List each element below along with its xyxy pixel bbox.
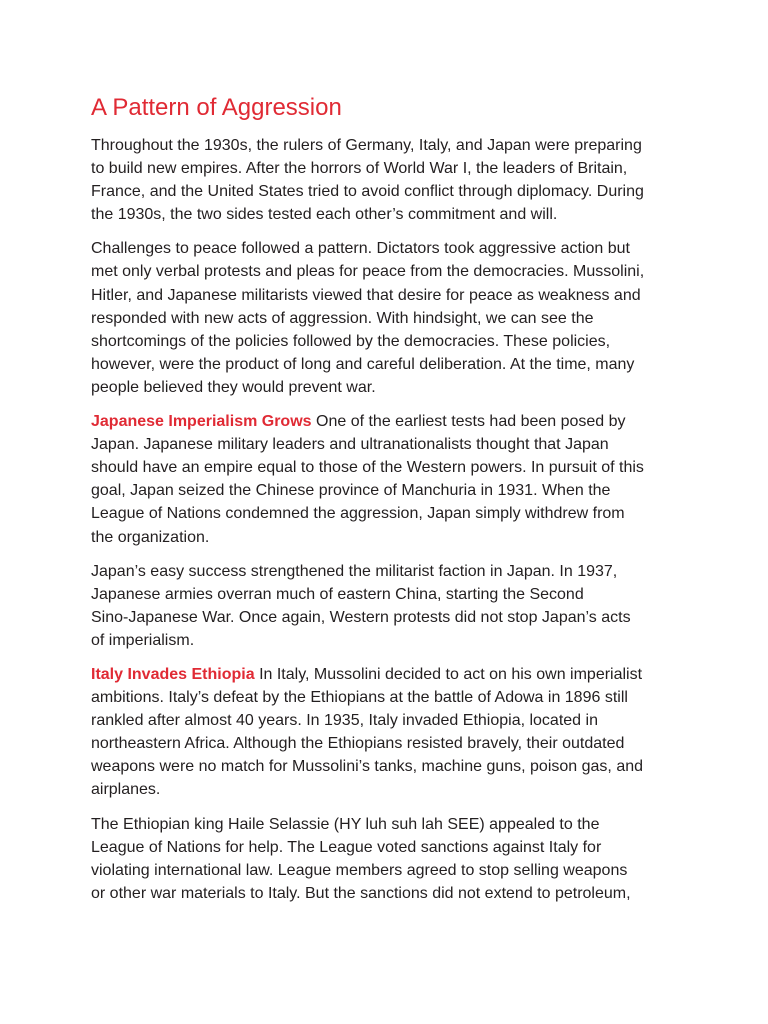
text-line: of imperialism. <box>91 631 195 649</box>
text-line: responded with new acts of aggression. With hindsight, we can see the <box>91 309 594 327</box>
text-line: rankled after almost 40 years. In 1935, Italy invaded Ethiopia, located in <box>91 712 598 730</box>
text-line: Challenges to peace followed a pattern. Dictators took aggressive action but <box>91 240 630 258</box>
text-line: or other war materials to Italy. But the sanctions did not extend to petroleum, <box>91 884 631 902</box>
page-title: A Pattern of Aggression <box>91 94 342 121</box>
text-line: airplanes. <box>91 781 161 799</box>
text-line: weapons were no match for Mussolini’s tanks, machine guns, poison gas, and <box>91 758 644 776</box>
text-line: northeastern Africa. Although the Ethiopians resisted bravely, their outdated <box>91 735 625 753</box>
body-text <box>91 134 691 905</box>
text-line: Throughout the 1930s, the rulers of Germany, Italy, and Japan were preparing <box>91 137 642 154</box>
text-line: shortcomings of the policies followed by the democracies. These policies, <box>91 332 611 350</box>
text-line: goal, Japan seized the Chinese province of Manchuria in 1931. When the <box>91 482 611 500</box>
text-line: met only verbal protests and pleas for peace from the democracies. Mussolini, <box>91 263 645 281</box>
text-line: to build new empires. After the horrors of World War I, the leaders of Britain, <box>91 160 628 178</box>
body-paragraph <box>91 813 691 905</box>
text-line: League of Nations condemned the aggression, Japan simply withdrew from <box>91 505 625 523</box>
body-paragraph <box>91 560 691 652</box>
body-paragraph <box>91 663 691 802</box>
text-line: Japan. Japanese military leaders and ultranationalists thought that Japan <box>91 436 609 454</box>
text-line: League of Nations for help. The League voted sanctions against Italy for <box>91 838 602 856</box>
text-line: France, and the United States tried to avoid conflict through diplomacy. During <box>91 183 644 201</box>
text-line: ambitions. Italy’s defeat by the Ethiopians at the battle of Adowa in 1896 still <box>91 689 628 707</box>
body-paragraph <box>91 134 691 226</box>
text-line: the 1930s, the two sides tested each other’s commitment and will. <box>91 206 558 224</box>
text-line: violating international law. League members agreed to stop selling weapons <box>91 861 628 879</box>
text-line: however, were the product of long and careful deliberation. At the time, many <box>91 355 635 373</box>
text-line: the organization. <box>91 528 210 546</box>
text-line: Hitler, and Japanese militarists viewed that desire for peace as weakness and <box>91 286 641 304</box>
text-line: In Italy, Mussolini decided to act on his own imperialist <box>259 665 643 683</box>
section-subheading: Italy Invades Ethiopia <box>91 665 255 683</box>
section-subheading: Japanese Imperialism Grows <box>91 413 312 431</box>
text-line: Sino-Japanese War. Once again, Western protests did not stop Japan’s acts <box>91 608 631 626</box>
text-line: Japanese armies overran much of eastern China, starting the Second <box>91 585 584 603</box>
text-line: Japan’s easy success strengthened the militarist faction in Japan. In 1937, <box>91 562 618 580</box>
text-line: should have an empire equal to those of the Western powers. In pursuit of this <box>91 459 644 477</box>
document-page <box>91 92 691 916</box>
text-line: One of the earliest tests had been posed by <box>316 413 626 431</box>
body-paragraph <box>91 237 691 399</box>
body-paragraph <box>91 410 691 549</box>
text-line: The Ethiopian king Haile Selassie (HY luh suh lah SEE) appealed to the <box>91 815 600 833</box>
text-line: people believed they would prevent war. <box>91 378 376 396</box>
